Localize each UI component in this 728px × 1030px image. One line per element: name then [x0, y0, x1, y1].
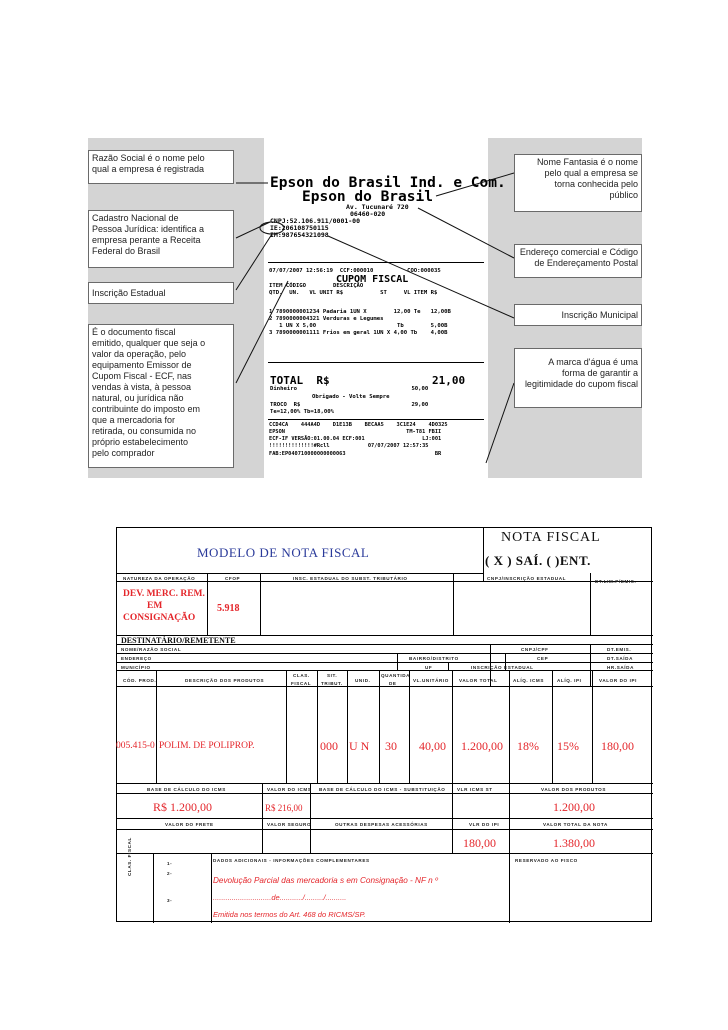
annotation-endereco: Endereço comercial e Código de Endereçamento Postal [514, 244, 642, 278]
label-insc-subst: INSC. ESTADUAL DO SUBST. TRIBUTÁRIO [293, 576, 408, 581]
product-qtd: 30 [385, 739, 397, 753]
label-quant-2: DE [389, 681, 397, 686]
label-nome: NOME/RAZÃO SOCIAL [121, 647, 182, 652]
label-base-icms: BASE DE CÁLCULO DO ICMS [147, 787, 226, 792]
label-seguro: VALOR SEGURO [267, 822, 312, 827]
receipt-footer-5: FAB:EP040710000000000063 BR [269, 451, 442, 457]
label-municipio: MUNICÍPIO [121, 665, 151, 670]
label-natureza: NATUREZA DA OPERAÇÃO [123, 576, 196, 581]
value-vlr-ipi: 180,00 [463, 836, 496, 850]
product-desc: POLIM. DE POLIPROP. [159, 741, 255, 751]
receipt-footer-3: ECF-IF VERSÃO:01.00.04 ECF:001 LJ:001 [269, 436, 442, 442]
annotation-razao-social: Razão Social é o nome pelo qual a empresa é registrada [88, 150, 234, 184]
receipt-item-2-qty: 1 UN X 5,00 Tb 5,00B [269, 323, 448, 329]
receipt-cnpj: CNPJ:52.106.911/0001-00 [270, 217, 361, 225]
label-valor-produtos: VALOR DOS PRODUTOS [541, 787, 606, 792]
label-insc-estadual: INSCRIÇÃO ESTADUAL [471, 665, 534, 670]
product-aliq-icms: 18% [517, 739, 539, 753]
nota-type-selector: ( X ) SAÍ. ( )ENT. [485, 553, 591, 568]
section-destinatario: DESTINATÁRIO/REMETENTE [121, 636, 236, 645]
label-clas-fiscal-2: FISCAL [291, 681, 312, 686]
annotation-inscricao-municipal: Inscrição Municipal [514, 304, 642, 326]
label-cnpj-cpf: CNPJ/CPF [521, 647, 549, 652]
receipt-thanks: Obrigado - Volte Sempre [312, 394, 390, 400]
product-vl-unit: 40,00 [419, 739, 446, 753]
annotation-marca-dagua: A marca d'água é uma forma de garantir a legitimidade do cupom fiscal [514, 348, 642, 408]
product-valor-ipi: 180,00 [601, 739, 634, 753]
product-cod: 005.415-0 [116, 741, 155, 751]
product-vl-total: 1.200,00 [461, 739, 503, 753]
receipt-footer-2: EPSON TM-T81 FBII [269, 429, 442, 435]
label-vlr-ipi: VLR DO IPI [469, 822, 500, 827]
receipt-title: CUPOM FISCAL [336, 274, 409, 285]
value-valor-produtos: 1.200,00 [553, 800, 595, 814]
receipt-total-value: 21,00 [432, 374, 466, 387]
label-cnpj-insc: CNPJ/INSCRIÇÃO ESTADUAL [487, 576, 567, 581]
product-aliq-ipi: 15% [557, 739, 579, 753]
info-line-2: ............................de.........../........./.......... [213, 893, 347, 902]
label-outras: OUTRAS DESPESAS ACESSÓRIAS [335, 822, 428, 827]
receipt-footer-1: CCD4CA 444A4D D1E13B BECAA5 3C1E24 4D0325 [269, 422, 448, 428]
label-n2: 2- [167, 871, 173, 876]
label-bairro: BAIRRO/DISTRITO [409, 656, 459, 661]
label-vl-unit: VL.UNITÁRIO [413, 678, 449, 683]
receipt-header-2: QTD. UN. VL UNIT R$ ST VL ITEM R$ [269, 290, 438, 296]
receipt-troco: TROCO R$ 29,00 [270, 402, 429, 408]
receipt-footer-4: !!!!!!!!!!!!!!#Rcll 07/07/2007 12:57:35 [269, 443, 429, 449]
info-line-3: Emitida nos termos do Art. 468 do RICMS/SP. [213, 910, 366, 919]
label-dados-adicionais: DADOS ADICIONAIS - INFORMAÇÕES COMPLEMENTARES [213, 858, 370, 863]
label-clas-fiscal-side: CLAS. FISCAL [127, 837, 132, 876]
label-quant-1: QUANTIDA [381, 673, 411, 678]
label-total-nota: VALOR TOTAL DA NOTA [543, 822, 608, 827]
receipt-datetime: 07/07/2007 12:56:19 CCF:000010 COO:000035 [269, 268, 441, 274]
form-title: MODELO DE NOTA FISCAL [197, 545, 370, 560]
label-uf: UF [425, 665, 433, 670]
label-dt-emis: DT.EMIS. [607, 647, 632, 652]
label-sit-trib-1: SIT. [327, 673, 338, 678]
receipt-cep: 06460-020 [350, 210, 386, 218]
receipt-total-label: TOTAL R$ [270, 374, 330, 387]
receipt-company-name: Epson do Brasil Ind. e Com. [270, 175, 506, 191]
cupom-fiscal-figure [88, 138, 642, 478]
annotation-inscricao-estadual: Inscrição Estadual [88, 282, 234, 304]
value-base-icms: R$ 1.200,00 [153, 800, 213, 814]
value-natureza-1: DEV. MERC. REM. [123, 589, 205, 599]
receipt-brand-name: Epson do Brasil [302, 189, 433, 205]
label-cfop: CFOP [225, 576, 241, 581]
value-natureza-2: EM [147, 601, 163, 611]
annotation-cupom-fiscal: É o documento fiscal emitido, qualquer que seja o valor da operação, pelo equipamento Emissor de Cupom Fiscal - ECF, nas vendas à vista, à pessoa natural, ou jurídica não contribuinte do imposto em que a mercadoria for retirada, ou consumida no próprio estabelecimento pelo comprador [88, 324, 234, 468]
label-aliq-icms: ALÍQ. ICMS [513, 678, 545, 683]
receipt-ie: IE:206108750115 [270, 224, 329, 232]
annotation-nome-fantasia: Nome Fantasia é o nome pelo qual a empresa se torna conhecida pelo público [514, 154, 642, 212]
label-reservado-fisco: RESERVADO AO FISCO [515, 858, 578, 863]
label-n3: 3- [167, 898, 173, 903]
value-total-nota: 1.380,00 [553, 836, 595, 850]
label-dt-saida: DT.SAÍDA [607, 656, 633, 661]
product-unid: U N [349, 739, 370, 753]
value-natureza-3: CONSIGNAÇÃO [123, 613, 196, 623]
label-vl-total: VALOR TOTAL [459, 678, 498, 683]
receipt-tax: Te=12,00% Tb=18,00% [270, 409, 334, 415]
receipt-item-3: 3 7890000001111 Frios em geral 1UN X 4,00 Tb 4,00B [269, 330, 448, 336]
receipt-payment: Dinheiro 50,00 [270, 386, 429, 392]
label-valor-icms: VALOR DO ICMS [267, 787, 312, 792]
label-cep: CEP [537, 656, 549, 661]
value-valor-icms: R$ 216,00 [265, 803, 303, 813]
label-cod-prod: CÓD. PROD. [123, 678, 157, 683]
label-aliq-ipi: ALÍQ. IPI [557, 678, 582, 683]
nota-fiscal-form [116, 527, 652, 922]
label-base-subst: BASE DE CÁLCULO DO ICMS - SUBSTITUIÇÃO [319, 787, 446, 792]
label-endereco: ENDEREÇO [121, 656, 152, 661]
receipt-item-1: 1 7890000001234 Padaria 1UN X 12,00 Te 12,00B [269, 309, 451, 315]
receipt-item-2: 2 7890000004321 Verduras e Legumes [269, 316, 384, 322]
nota-fiscal-title: NOTA FISCAL [501, 530, 601, 545]
receipt-header-1: ITEM CÓDIGO DESCRIÇÃO [269, 283, 364, 289]
label-desc-prod: DESCRIÇÃO DOS PRODUTOS [185, 678, 265, 683]
receipt-address: Av. Tucunaré 720 [346, 203, 409, 211]
receipt-im: IM:987654321098 [270, 231, 329, 239]
label-n1: 1- [167, 861, 173, 866]
value-cfop: 5.918 [217, 603, 240, 614]
label-unid: UNID. [355, 678, 371, 683]
product-sit: 000 [320, 739, 338, 753]
label-hr-saida: HR.SAÍDA [607, 665, 635, 670]
label-valor-ipi: VALOR DO IPI [599, 678, 637, 683]
label-frete: VALOR DO FRETE [165, 822, 214, 827]
label-vlr-icms-st: VLR ICMS ST [457, 787, 493, 792]
info-line-1: Devolução Parcial das mercadoria s em Consignação - NF n º [213, 876, 438, 885]
label-dt-lim: DT.LIM.P/EMIS. [595, 579, 637, 584]
label-clas-fiscal-1: CLAS. [293, 673, 310, 678]
label-sit-trib-2: TRIBUT. [321, 681, 343, 686]
annotation-cnpj: Cadastro Nacional de Pessoa Jurídica: identifica a empresa perante a Receita Federal do Brasil [88, 210, 234, 268]
